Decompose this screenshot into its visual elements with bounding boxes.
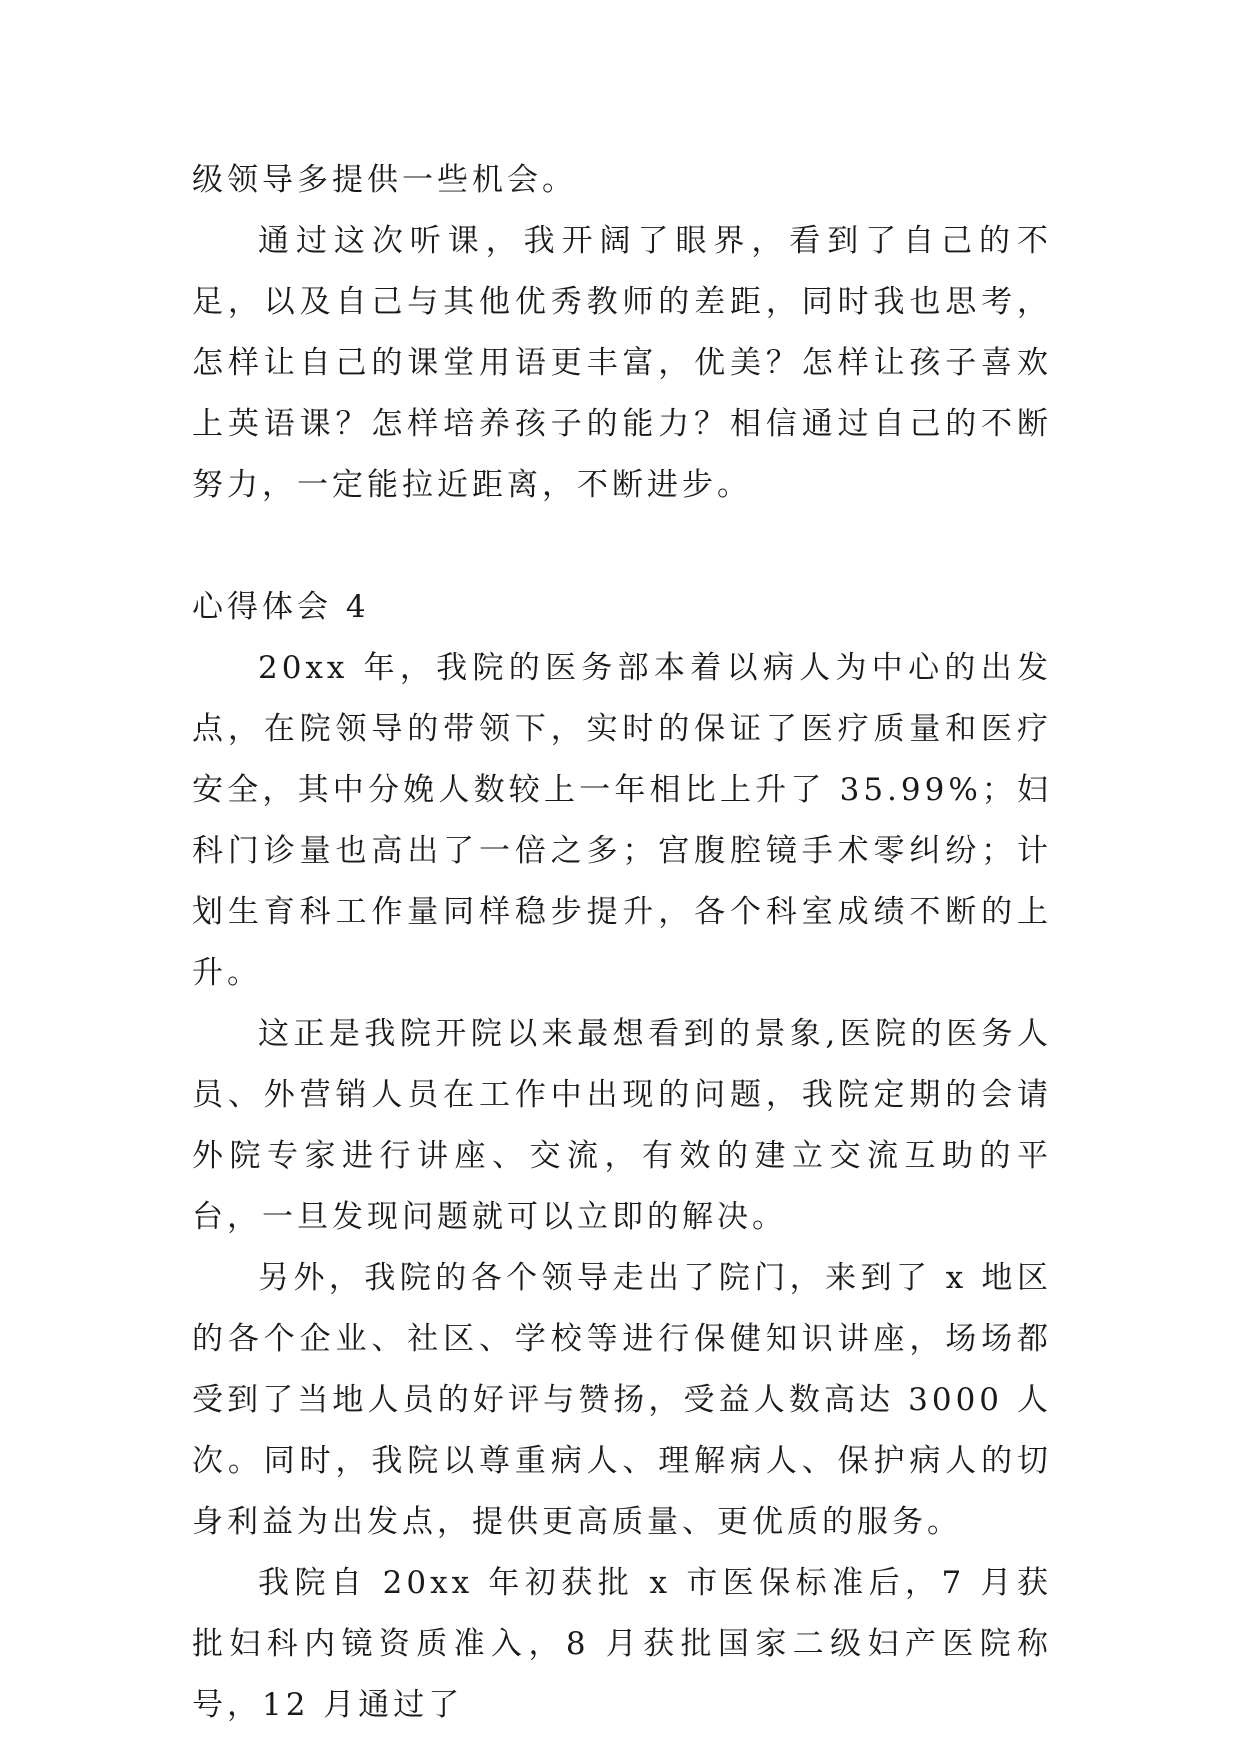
section-heading: 心得体会 4: [192, 589, 370, 625]
paragraph-outreach: 另外，我院的各个领导走出了院门，来到了 x 地区的各个企业、社区、学校等进行保健知识讲座，场场都受到了当地人员的好评与赞扬，受益人数高达 3000 人次。同时，我院以尊重病人、理解病人、保护病人的切身利益为出发点，提供更高质量、更优质的服务。: [192, 1260, 1052, 1540]
paragraph-hospital-stats: 20xx 年，我院的医务部本着以病人为中心的出发点，在院领导的带领下，实时的保证了医疗质量和医疗安全，其中分娩人数较上一年相比上升了 35.99%；妇科门诊量也高出了一倍之多；宫腹腔镜手术零纠纷；计划生育科工作量同样稳步提升，各个科室成绩不断的上升。: [192, 650, 1052, 991]
document-body: [192, 150, 1052, 1736]
paragraph-training: 这正是我院开院以来最想看到的景象,医院的医务人员、外营销人员在工作中出现的问题，我院定期的会请外院专家进行讲座、交流，有效的建立交流互助的平台，一旦发现问题就可以立即的解决。: [192, 1016, 1052, 1235]
paragraph-lesson-reflection: 通过这次听课，我开阔了眼界，看到了自己的不足，以及自己与其他优秀教师的差距，同时我也思考，怎样让自己的课堂用语更丰富，优美？怎样让孩子喜欢上英语课？怎样培养孩子的能力？相信通过自己的不断努力，一定能拉近距离，不断进步。: [192, 223, 1052, 503]
paragraph-accreditation: 我院自 20xx 年初获批 x 市医保标准后，7 月获批妇科内镜资质准入，8 月获批国家二级妇产医院称号，12 月通过了: [192, 1565, 1052, 1723]
paragraph-continuation: 级领导多提供一些机会。: [192, 162, 577, 198]
